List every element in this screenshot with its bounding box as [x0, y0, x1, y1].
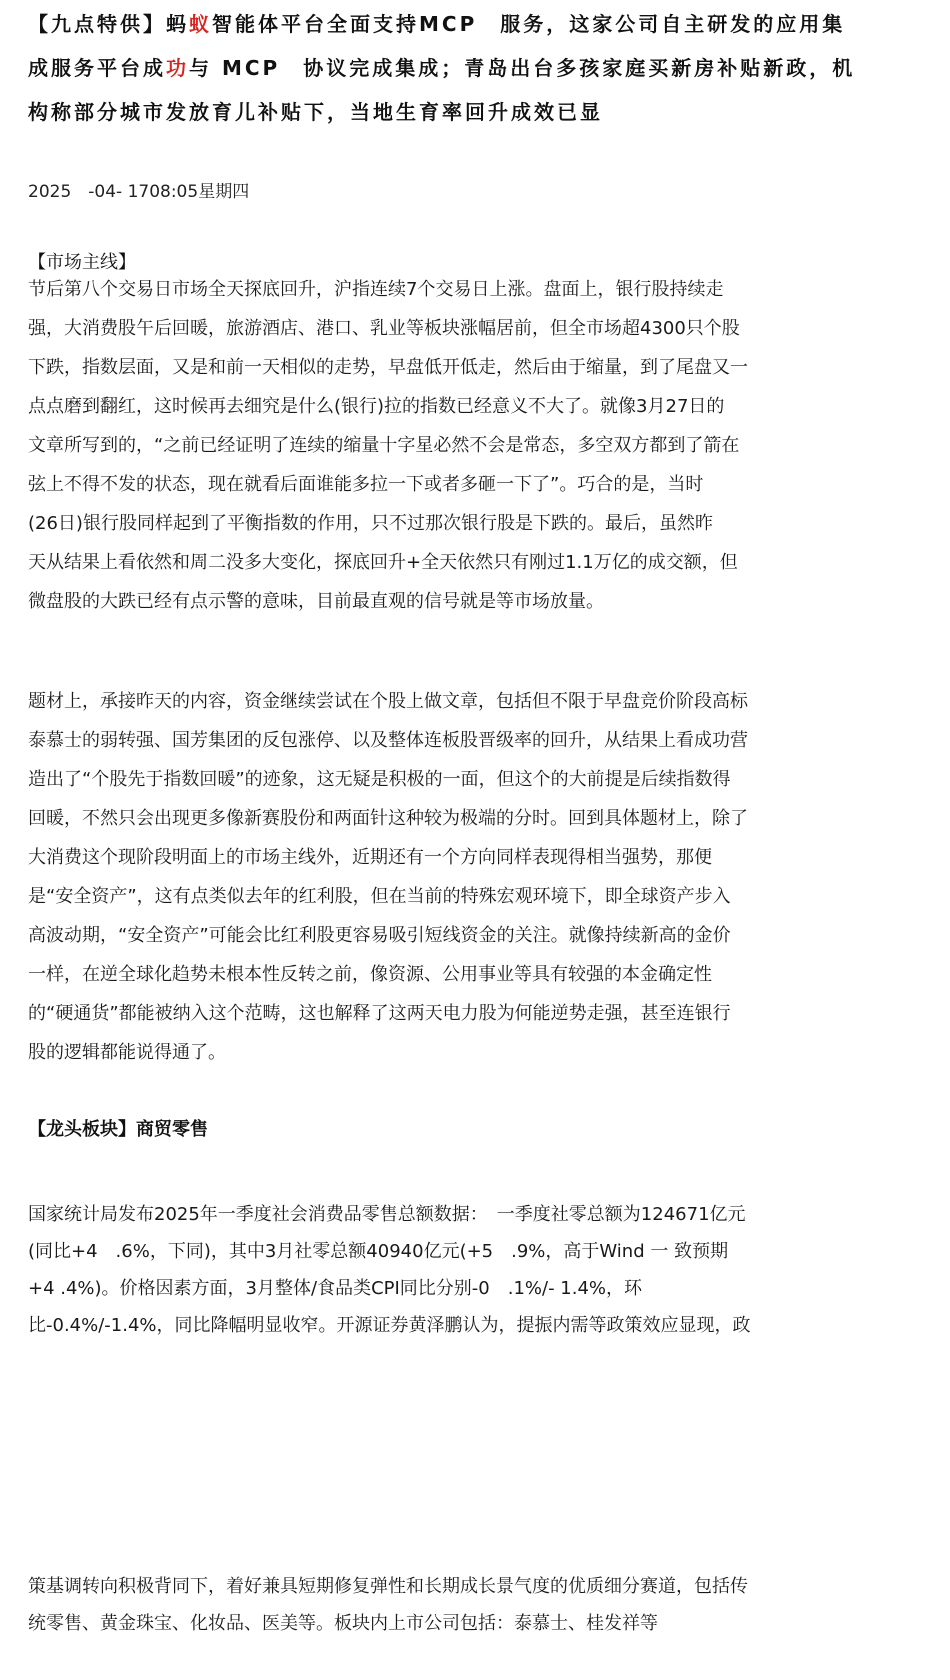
headline-text: 成服务平台成	[28, 56, 166, 80]
paragraph-line: 大消费这个现阶段明面上的市场主线外，近期还有一个方向同样表现得相当强势，那便	[28, 847, 712, 868]
headline-text: 构称部分城市发放育儿补贴下，当地生育率回升成效已显	[28, 100, 603, 124]
paragraph-line: +4 .4%)。价格因素方面，3月整体/食品类CPI同比分别-0 .1%/- 1.4%，环	[28, 1278, 643, 1299]
leader-section-body	[28, 1196, 938, 1344]
paragraph-line: 点点磨到翻红，这时候再去细究是什么(银行)拉的指数已经意义不大了。就像3月27日的	[28, 396, 725, 417]
headline-highlight: 功	[166, 56, 189, 80]
headline	[28, 2, 928, 134]
paragraph-line: 强，大消费股午后回暖，旅游酒店、港口、乳业等板块涨幅居前，但全市场超4300只个股	[28, 318, 740, 339]
market-section-heading: 【市场主线】	[28, 252, 136, 273]
paragraph-line: 统零售、黄金珠宝、化妆品、医美等。板块内上市公司包括：泰慕士、桂发祥等	[28, 1613, 658, 1634]
paragraph-line: 下跌，指数层面，又是和前一天相似的走势，早盘低开低走，然后由于缩量，到了尾盘又一	[28, 357, 748, 378]
paragraph-line: 策基调转向积极背同下，着好兼具短期修复弹性和长期成长景气度的优质细分赛道，包括传	[28, 1576, 748, 1597]
paragraph-line: 泰慕士的弱转强、国芳集团的反包涨停、以及整体连板股晋级率的回升，从结果上看成功营	[28, 730, 748, 751]
headline-line	[28, 2, 928, 46]
paragraph-line: 高波动期，“安全资产”可能会比红利股更容易吸引短线资金的关注。就像持续新高的金价	[28, 925, 731, 946]
paragraph-line: 比-0.4%/-1.4%，同比降幅明显收窄。开源证券黄泽鹏认为，提振内需等政策效应显现，政	[28, 1315, 751, 1336]
paragraph-line: 文章所写到的，“之前已经证明了连续的缩量十字星必然不会是常态，多空双方都到了箭在	[28, 435, 740, 456]
paragraph-line: 回暖，不然只会出现更多像新赛股份和两面针这种较为极端的分时。回到具体题材上，除了	[28, 808, 748, 829]
paragraph-line: 是“安全资产”，这有点类似去年的红利股，但在当前的特殊宏观环境下，即全球资产步入	[28, 886, 731, 907]
leader-section-body-continued	[28, 1568, 938, 1642]
paragraph-line: (26日)银行股同样起到了平衡指数的作用，只不过那次银行股是下跌的。最后，虽然昨	[28, 513, 713, 534]
paragraph-line: 天从结果上看依然和周二没多大变化，探底回升+全天依然只有刚过1.1万亿的成交额，但	[28, 552, 738, 573]
market-section-body	[28, 270, 938, 621]
headline-text: 蚂	[166, 12, 189, 36]
paragraph-line: 的“硬通货”都能被纳入这个范畴，这也解释了这两天电力股为何能逆势走强，甚至连银行	[28, 1003, 731, 1024]
headline-text: 与 MCP 协议完成集成；青岛出台多孩家庭买新房补贴新政，机	[189, 56, 856, 80]
paragraph-line: 国家统计局发布2025年一季度社会消费品零售总额数据： 一季度社零总额为124671亿元	[28, 1204, 746, 1225]
paragraph-line: 节后第八个交易日市场全天探底回升，沪指连续7个交易日上涨。盘面上，银行股持续走	[28, 279, 724, 300]
paragraph-line: 题材上，承接昨天的内容，资金继续尝试在个股上做文章，包括但不限于早盘竞价阶段高标	[28, 691, 748, 712]
paragraph-line: 弦上不得不发的状态，现在就看后面谁能多拉一下或者多砸一下了”。巧合的是，当时	[28, 474, 704, 495]
headline-line	[28, 90, 928, 134]
theme-section-body	[28, 682, 938, 1072]
paragraph-line: 股的逻辑都能说得通了。	[28, 1042, 226, 1063]
headline-line	[28, 46, 928, 90]
leader-section-heading: 【龙头板块】商贸零售	[28, 1119, 208, 1140]
paragraph-line: 造出了“个股先于指数回暖”的迹象，这无疑是积极的一面，但这个的大前提是后续指数得	[28, 769, 731, 790]
paragraph-line: 一样，在逆全球化趋势未根本性反转之前，像资源、公用事业等具有较强的本金确定性	[28, 964, 712, 985]
paragraph-line: 微盘股的大跌已经有点示警的意味，目前最直观的信号就是等市场放量。	[28, 591, 604, 612]
headline-highlight: 蚁	[189, 12, 212, 36]
publish-date: 2025 -04- 1708:05星期四	[28, 182, 250, 202]
headline-text: 智能体平台全面支持MCP 服务，这家公司自主研发的应用集	[212, 12, 846, 36]
paragraph-line: (同比+4 .6%，下同)，其中3月社零总额40940亿元(+5 .9%，高于Wind 一 致预期	[28, 1241, 729, 1262]
headline-tag: 【九点特供】	[28, 12, 166, 36]
